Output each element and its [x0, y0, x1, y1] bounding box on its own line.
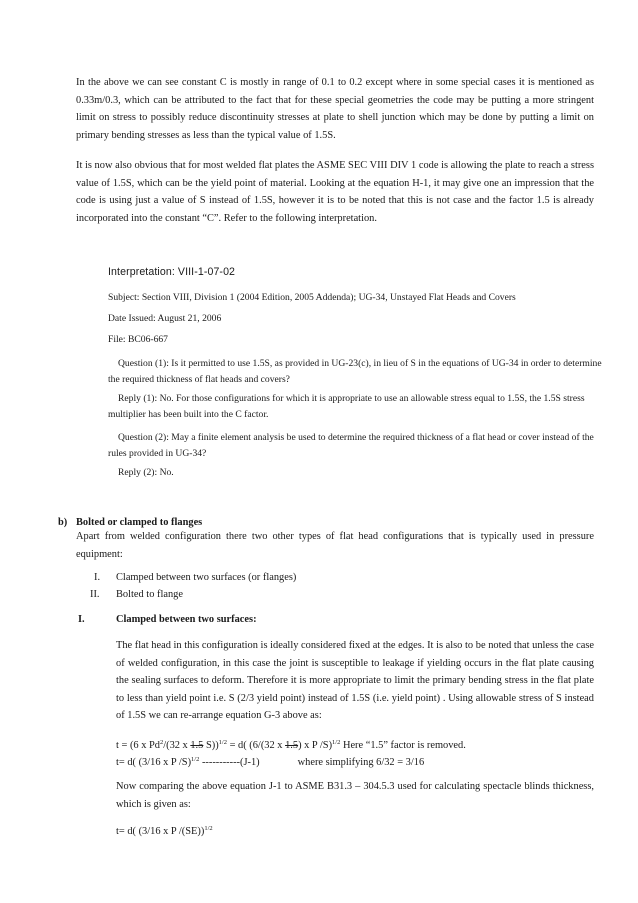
section-intro: Apart from welded configuration there two other types of flat head configurations that is typically used in pressure equipment:: [76, 531, 594, 560]
interpretation-file: File: BC06-667: [108, 334, 168, 345]
interpretation-subject: Subject: Section VIII, Division 1 (2004 Edition, 2005 Addenda); UG-34, Unstayed Flat Heads and Covers: [108, 292, 516, 303]
interpretation-date: Date Issued: August 21, 2006: [108, 313, 222, 324]
interpretation-title: Interpretation: VIII-1-07-02: [108, 266, 236, 278]
list-item-text: Clamped between two surfaces (or flanges): [116, 572, 297, 583]
subsection-number: I.: [78, 614, 85, 625]
list-item-number: I.: [94, 572, 101, 583]
section-marker: b): [58, 517, 68, 528]
intro-paragraph-1: In the above we can see constant C is mostly in range of 0.1 to 0.2 except where in some special cases it is mentioned as 0.33m/0.3, which can be attributed to the fact that for these special geometries the code may be putting a more stringent limit on stress to possibly reduce discontinuity stresses at plate to shell junction which may be done by putting a limit on primary bending stresses as less than the typical value of 1.5S.: [76, 77, 594, 141]
interpretation-reply-1: Reply (1): No. For those configurations for which it is appropriate to use an allowable stress equal to 1.5S, the 1.5S stress multiplier has been built into the C factor.: [108, 393, 585, 420]
subsection-paragraph-2: Now comparing the above equation J-1 to ASME B31.3 – 304.5.3 used for calculating spectacle blinds thickness, which is given as:: [116, 781, 594, 810]
list-item-number: II.: [90, 589, 100, 600]
intro-paragraph-2: It is now also obvious that for most welded flat plates the ASME SEC VIII DIV 1 code is allowing the plate to reach a stress value of 1.5S, which can be the yield point of material. Looking at the equation H-1, it may give one an impression that the code is using just a value of S instead of 1.5S, however it is to be noted that this is not case and the factor 1.5 is already incorporated into the constant “C”. Refer to the following interpretation.: [76, 160, 594, 224]
subsection-paragraph-1: The flat head in this configuration is ideally considered fixed at the edges. It is also to be noted that unless the case of welded configuration, in this case the joint is susceptible to leakage if yielding occurs in the flat plate causing the sealing surfaces to deform. Therefore it is more appropriate to limit the primary bending stress in the flat plate to less than yield point i.e. S (2/3 yield point) instead of 1.5S (i.e. yield point) . Using allowable stress of S instead of 1.5S we can re-arrange equation G-3 above as:: [116, 640, 594, 722]
list-item-text: Bolted to flange: [116, 589, 183, 600]
equation-b31-3: t= d( (3/16 x P /(SE))$^{1/2}$: [116, 825, 213, 837]
equation-g3-rearranged: t = (6 x Pd$^2$/(32 x 1.5 S))$^{1/2}$ = d( (6/(32 x 1.5) x P /S)$^{1/2}$ Here “1.5” factor is removed.: [116, 739, 466, 751]
subsection-heading: Clamped between two surfaces:: [116, 614, 257, 625]
interpretation-reply-2: Reply (2): No.: [118, 467, 174, 478]
interpretation-question-2: Question (2): May a finite element analysis be used to determine the required thickness of a flat head or cover instead of the rules provided in UG-34?: [108, 432, 594, 459]
interpretation-question-1: Question (1): Is it permitted to use 1.5S, as provided in UG-23(c), in lieu of S in the equations of UG-34 in order to determine the required thickness of flat heads and covers?: [108, 358, 602, 385]
section-heading: Bolted or clamped to flanges: [76, 517, 203, 528]
equation-j1: t= d( (3/16 x P /S)$^{1/2}$ -----------(J-1) where simplifying 6/32 = 3/16: [116, 756, 425, 768]
